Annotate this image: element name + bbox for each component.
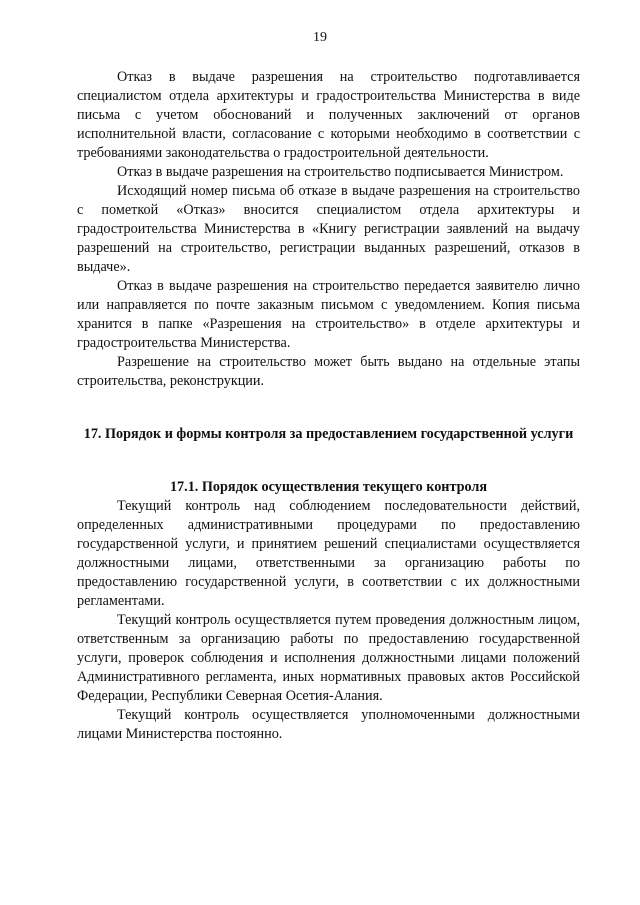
paragraph: Исходящий номер письма об отказе в выдаче разрешения на строительство с пометкой «Отказ» вносится специалистом отдела архитектуры и градостроительства Министерства в «Книгу регистрации заявлений на выдачу разрешений на строительство, регистрации выданных разрешений, отказов в выдаче». [77,183,580,275]
paragraph: Текущий контроль осуществляется путем проведения должностным лицом, ответственным за организацию работы по предоставлению государственной услуги, проверок соблюдения и исполнения должностными лицами положений Административного регламента, иных нормативных правовых актов Российской Федерации, Республики Северная Осетия-Алания. [77,612,580,704]
document-body [77,68,580,744]
paragraph: Отказ в выдаче разрешения на строительство передается заявителю лично или направляется по почте заказным письмом с уведомлением. Копия письма хранится в папке «Разрешения на строительство» в отделе архитектуры и градостроительства Министерства. [77,278,580,351]
paragraph: Разрешение на строительство может быть выдано на отдельные этапы строительства, реконструкции. [77,354,580,389]
section-17-heading: 17. Порядок и формы контроля за предоставлением государственной услуги [83,426,574,442]
paragraph: Текущий контроль над соблюдением последовательности действий, определенных административными процедурами по предоставлению государственной услуги, и принятием решений специалистами осуществляется должностными лицами, ответственными за организацию работы по предоставлению государственной услуги, в соответствии с их должностными регламентами. [77,498,580,609]
paragraph: Отказ в выдаче разрешения на строительство подписывается Министром. [117,164,564,180]
page-number: 19 [313,30,327,45]
paragraph: Текущий контроль осуществляется уполномоченными должностными лицами Министерства постоянно. [77,707,580,742]
paragraph: Отказ в выдаче разрешения на строительство подготавливается специалистом отдела архитектуры и градостроительства Министерства в виде письма с учетом обоснований и полученных заключений от органов исполнительной власти, согласование с которыми необходимо в соответствии с требованиями законодательства о градостроительной деятельности. [77,69,580,161]
section-17-1-heading: 17.1. Порядок осуществления текущего контроля [169,479,488,495]
